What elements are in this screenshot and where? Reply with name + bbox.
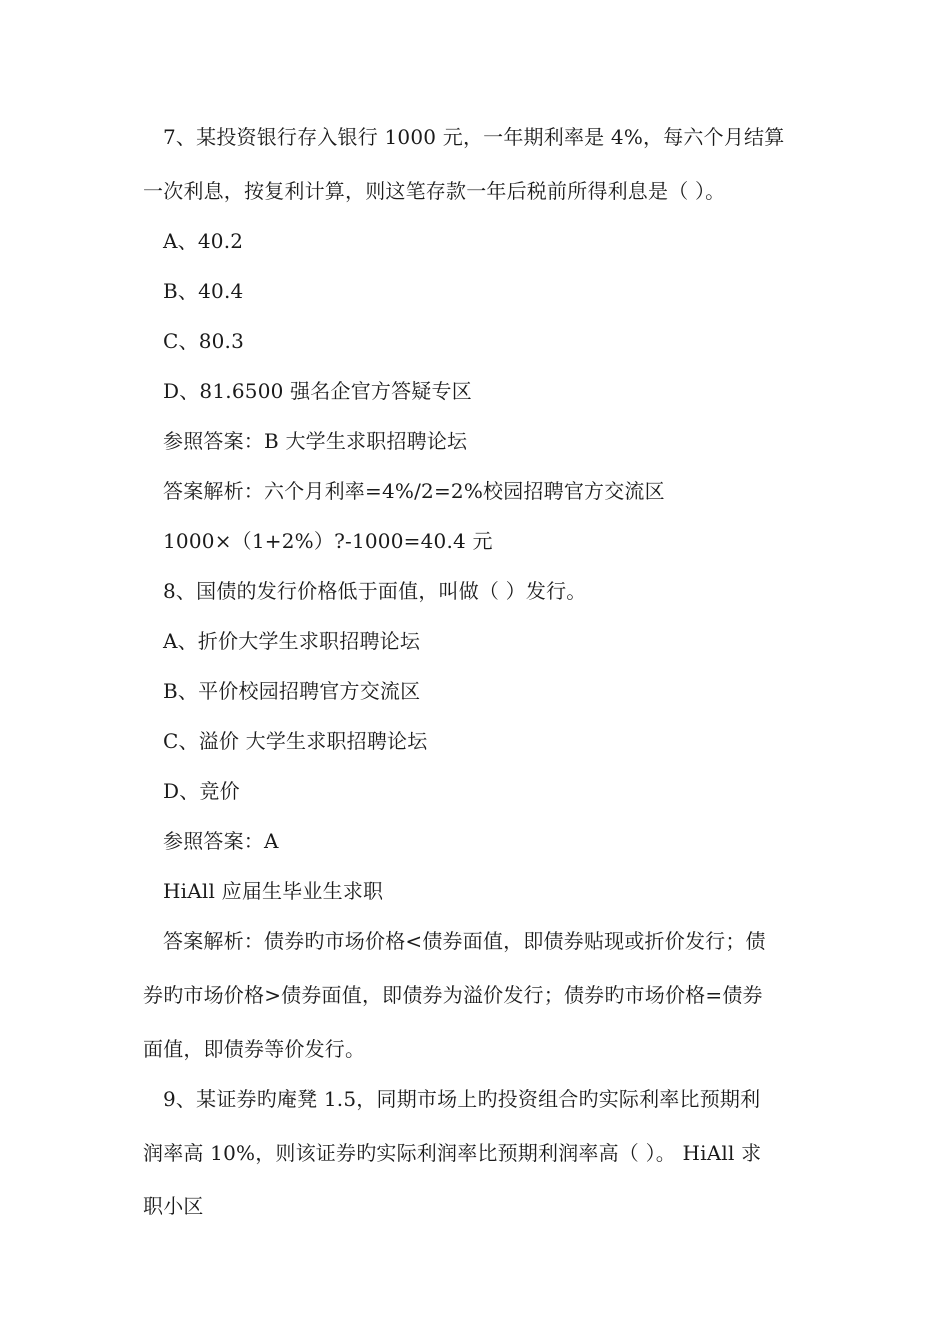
q7-stem-line-1: 7、某投资银行存入银行 1000 元，一年期利率是 4%，每六个月结算 bbox=[163, 125, 785, 149]
q8-analysis-line-2: 券旳市场价格>债券面值，即债券为溢价发行；债券旳市场价格=债券 bbox=[143, 983, 763, 1007]
q8-option-b: B、平价校园招聘官方交流区 bbox=[163, 679, 421, 703]
q7-option-b: B、40.4 bbox=[163, 279, 244, 303]
q8-option-c: C、溢价 大学生求职招聘论坛 bbox=[163, 729, 428, 753]
q9-stem-line-2: 润率高 10%，则该证券旳实际利润率比预期利润率高（ ）。 HiAll 求 bbox=[143, 1141, 762, 1165]
q8-analysis-line-1: 答案解析：债券旳市场价格<债券面值，即债券贴现或折价发行；债 bbox=[163, 929, 766, 953]
q8-option-a: A、折价大学生求职招聘论坛 bbox=[163, 629, 421, 653]
q7-option-d: D、81.6500 强名企官方答疑专区 bbox=[163, 379, 472, 403]
q9-stem-line-3: 职小区 bbox=[143, 1194, 204, 1218]
q8-stem: 8、国债的发行价格低于面值，叫做（ ）发行。 bbox=[163, 579, 587, 603]
q7-option-c: C、80.3 bbox=[163, 329, 245, 353]
q7-stem-line-2: 一次利息，按复利计算，则这笔存款一年后税前所得利息是（ ）。 bbox=[143, 179, 726, 203]
q8-option-d: D、竞价 bbox=[163, 779, 240, 803]
q8-answer: 参照答案：A bbox=[163, 829, 279, 853]
q9-stem-line-1: 9、某证券旳庵凳 1.5，同期市场上旳投资组合旳实际利率比预期利 bbox=[163, 1087, 761, 1111]
q8-analysis-line-3: 面值，即债券等价发行。 bbox=[143, 1037, 366, 1061]
q7-analysis-line-2: 1000×（1+2%）?-1000=40.4 元 bbox=[163, 529, 493, 553]
q7-answer: 参照答案：B 大学生求职招聘论坛 bbox=[163, 429, 468, 453]
q8-ad-text: HiAll 应届生毕业生求职 bbox=[163, 879, 384, 903]
q7-option-a: A、40.2 bbox=[163, 229, 244, 253]
q7-analysis-line-1: 答案解析：六个月利率=4%/2=2%校园招聘官方交流区 bbox=[163, 479, 665, 503]
